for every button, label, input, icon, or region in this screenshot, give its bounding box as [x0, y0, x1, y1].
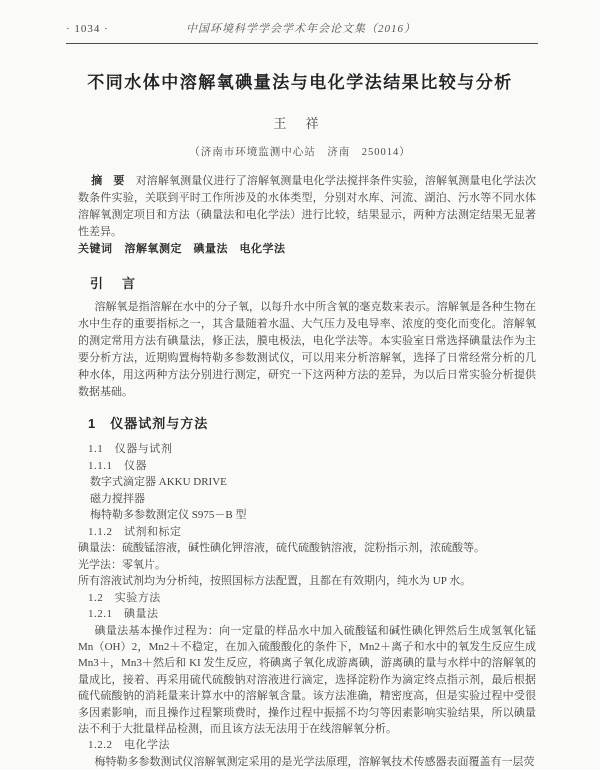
proceedings-title: 中国环境科学学会学术年会论文集（2016） — [186, 23, 416, 35]
header-rule — [66, 43, 538, 44]
abstract-label: 摘 要 — [91, 175, 125, 187]
scanned-paper-page — [0, 20, 600, 768]
abstract-text: 对溶解氧测量仪进行了溶解氧测量电化学法搅拌条件实验，溶解氧测量电化学法次数条件实验，关联到平时工作所涉及的水体类型，分别对水库、河流、湖泊、污水等不同水体溶解氧测定项目和方法（碘量法和电化学法）进行比较，结果显示，两种方法测定结果无显著性差异。 — [78, 175, 537, 238]
section-1-heading: 1 仪器试剂与方法 — [88, 416, 209, 431]
keywords-line — [78, 241, 536, 258]
author-name: 王 祥 — [273, 116, 327, 131]
subsection-1-1-2-heading: 1.1.2 试剂和标定 — [88, 525, 182, 538]
subsection-1-1-heading: 1.1 仪器与试剂 — [88, 443, 173, 455]
article-title: 不同水体中溶解氧碘量法与电化学法结果比较与分析 — [87, 73, 513, 92]
instrument-item: 梅特勒多参数测定仪 S975－B 型 — [90, 509, 247, 521]
reagent-line: 光学法：零氧片。 — [78, 558, 166, 571]
running-head — [66, 20, 536, 36]
reagent-line: 所有溶液试剂均为分析纯，按照国标方法配置，且都在有效期内，纯水为 UP 水。 — [78, 575, 472, 587]
instrument-item: 磁力搅拌器 — [90, 492, 145, 505]
iodometric-method-paragraph: 碘量法基本操作过程为：向一定量的样品水中加入硫酸锰和碱性碘化钾然后生成氢氧化锰 Mn（OH）2，Mn2＋不稳定，在加入硫酸酸化的条件下，Mn2＋离子和水中的氧发生反应生成 Mn3＋，Mn3＋然后和 KI 发生反应，将碘离子氧化成游离碘，游离碘的量与水样中的溶解氧的量成比，接着、再采用硫代硫酸钠对溶液进行滴定，选择淀粉作为滴定终点指示剂，最后根据硫代硫酸钠的消耗量来计算水中的溶解氧含量。该方法准确，精密度高，但是实验过程中受很多因素影响，而且操作过程繁琐费时，操作过程中振摇不均匀等因素影响实验结果，所以碘量法不利于大批量样品检测，而且该方法无法用于在线溶解氧分析。 — [78, 624, 536, 735]
electrochemical-method-paragraph: 梅特勒多参数测试仪溶解氧测定采用的是光学法原理，溶解氧技术传感器表面覆盖有一层荧 — [94, 755, 535, 768]
subsection-1-2-2-heading: 1.2.2 电化学法 — [88, 739, 170, 752]
instrument-item: 数字式滴定器 AKKU DRIVE — [90, 476, 227, 488]
subsection-1-2-1-heading: 1.2.1 碘量法 — [88, 608, 159, 620]
subsection-1-1-1-heading: 1.1.1 仪器 — [88, 459, 147, 472]
author-affiliation: （济南市环境监测中心站 济南 250014） — [189, 147, 411, 158]
page-number: · 1034 · — [66, 23, 109, 35]
keywords-label: 关键词 — [78, 243, 113, 255]
introduction-paragraph: 溶解氧是指溶解在水中的分子氧，以每升水中所含氧的毫克数来表示。溶解氧是各种生物在水中生存的重要指标之一，其含量随着水温、大气压力及电导率、浓度的变化而变化。溶解氧的测定常用方法有碘量法，修正法，膜电极法，电化学法等。本实验室日常选择碘量法作为主要分析方法，近期购置梅特勒多参数测试仪，可以用来分析溶解氧，选择了日常经常分析的几种水体，用这两种方法分别进行测定，研究一下这两种方法的差异，为以后日常实验分析提供数据基础。 — [78, 301, 536, 398]
abstract-paragraph — [78, 173, 536, 241]
reagent-line: 碘量法：硫酸锰溶液，碱性碘化钾溶液，硫代硫酸钠溶液，淀粉指示剂，浓硫酸等。 — [78, 542, 485, 554]
introduction-heading: 引 言 — [90, 276, 139, 291]
subsection-1-2-heading: 1.2 实验方法 — [88, 591, 161, 604]
keywords-text: 溶解氧测定 碘量法 电化学法 — [124, 243, 286, 255]
